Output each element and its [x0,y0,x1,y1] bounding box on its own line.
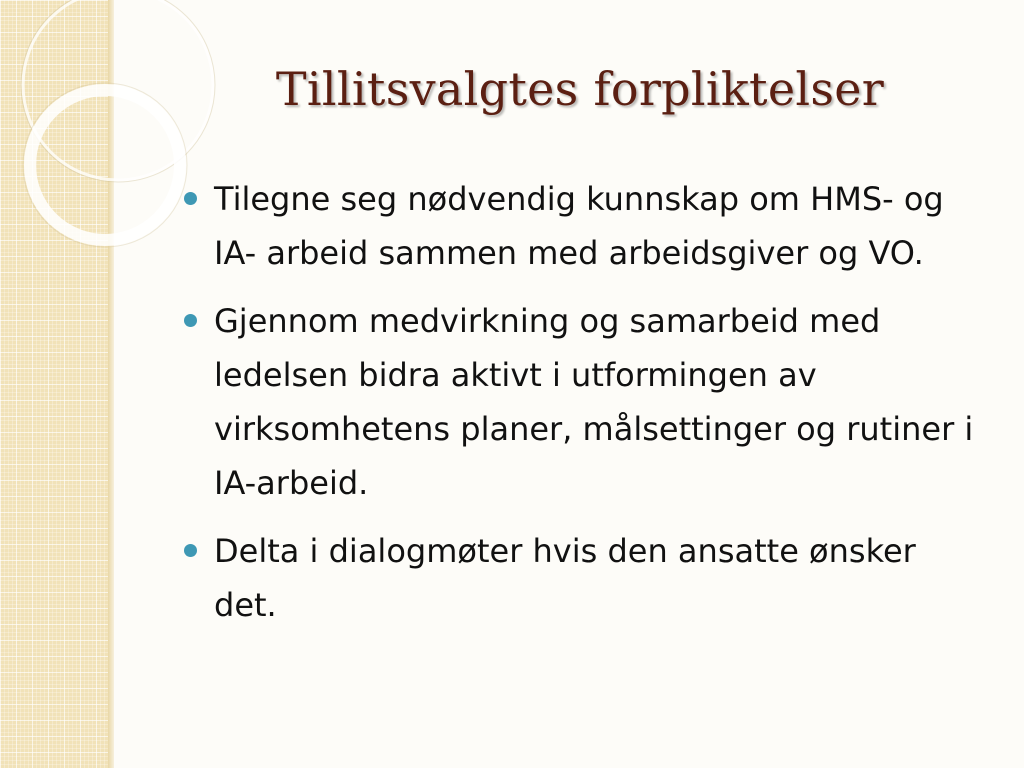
ring-decorative-circle-shadow [23,83,187,247]
bullet-item [184,294,984,510]
bullet-text: Delta i dialogmøter hvis den ansatte ønsker det. [214,532,916,624]
ring-decorative-circle [30,90,180,240]
bullet-dot-icon [184,544,197,557]
bullet-text: Tilegne seg nødvendig kunnskap om HMS- og IA- arbeid sammen med arbeidsgiver og VO. [214,180,944,272]
bullet-item [184,524,984,632]
bullet-item [184,172,984,280]
bullet-text: Gjennom medvirkning og samarbeid med ledelsen bidra aktivt i utformingen av virksomhetens planer, målsettinger og rutiner i IA-arbeid. [214,302,974,502]
bullet-dot-icon [184,314,197,327]
bullet-list [184,172,984,646]
bullet-dot-icon [184,192,197,205]
slide-title: Tillitsvalgtes forpliktelser [275,62,885,116]
